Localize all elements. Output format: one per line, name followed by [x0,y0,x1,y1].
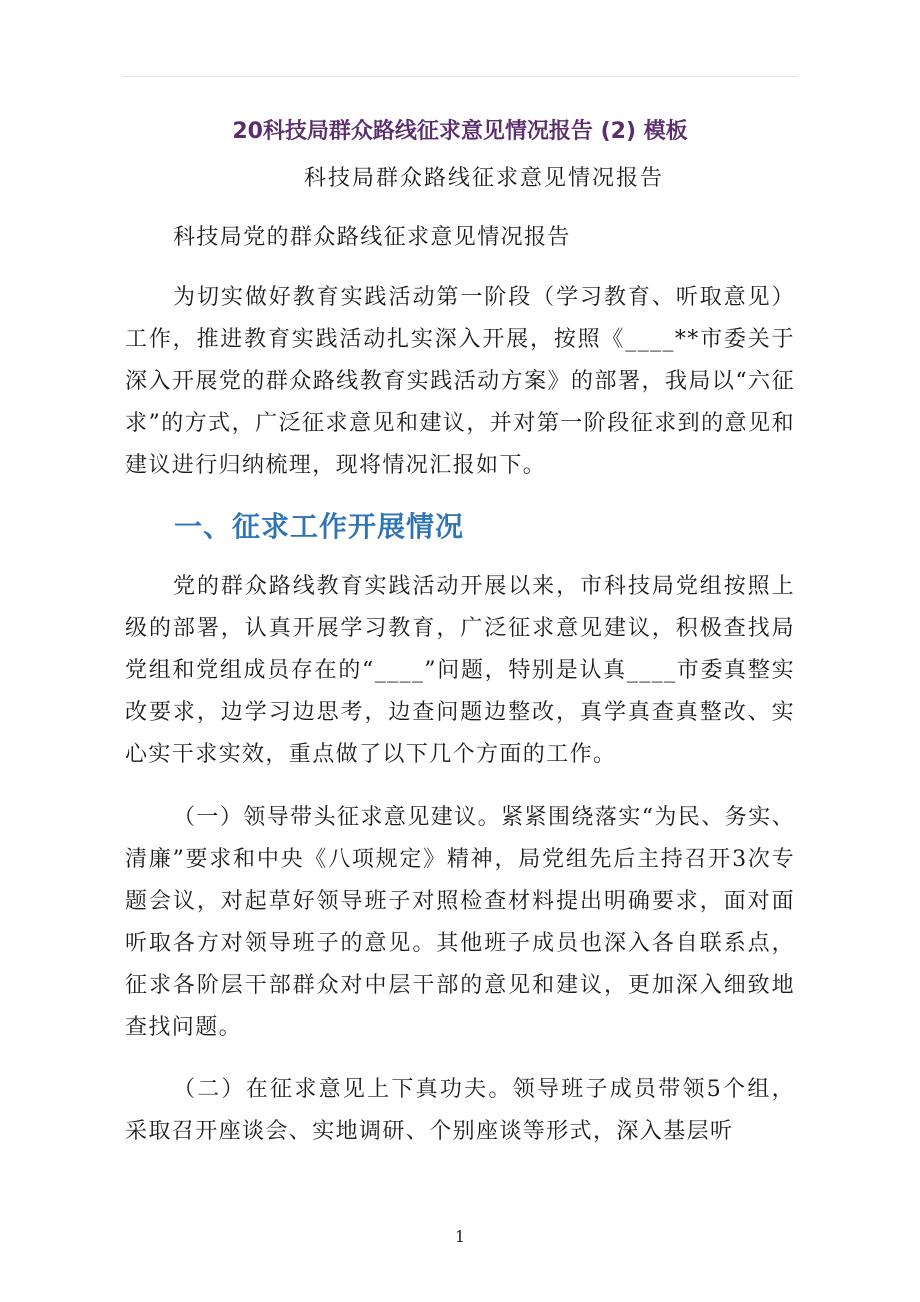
intro-line: 科技局党的群众路线征求意见情况报告 [173,225,571,250]
section-paragraph-3-block [125,1069,795,1153]
page-number: 1 [454,1227,466,1246]
lead-paragraph: 为切实做好教育实践活动第一阶段（学习教育、听取意见）工作，推进教育实践活动扎实深入开展，按照《____**市委关于深入开展党的群众路线教育实践活动方案》的部署，我局以“六征求”的方式，广泛征求意见和建议，并对第一阶段征求到的意见和建议进行归纳梳理，现将情况汇报如下。 [125,285,795,478]
lead-paragraph-block [125,277,795,487]
document-subtitle: 科技局群众路线征求意见情况报告 [303,166,664,191]
header-rule [122,76,798,77]
section-paragraph-2-block [125,797,795,1049]
section-paragraph: （二）在征求意见上下真功夫。领导班子成员带领5个组，采取召开座谈会、实地调研、个别座谈等形式，深入基层听 [125,1077,795,1144]
section-paragraph: （一）领导带头征求意见建议。紧紧围绕落实“为民、务实、清廉”要求和中央《八项规定》精神，局党组先后主持召开3次专题会议，对起草好领导班子对照检查材料提出明确要求，面对面听取各方对领导班子的意见。其他班子成员也深入各自联系点，征求各阶层干部群众对中层干部的意见和建议，更加深入细致地查找问题。 [125,805,795,1040]
document-title: 20科技局群众路线征求意见情况报告 (2) 模板 [232,119,688,144]
section-paragraph-1-block [125,566,795,776]
intro-block [125,218,795,258]
section-heading: 一、征求工作开展情况 [174,510,465,543]
section-paragraph: 党的群众路线教育实践活动开展以来，市科技局党组按照上级的部署，认真开展学习教育，广泛征求意见建议，积极查找局党组和党组成员存在的“____”问题，特别是认真____市委真整实改要求，边学习边思考，边查问题边整改，真学真查真整改、实心实干求实效，重点做了以下几个方面的工作。 [125,574,795,767]
